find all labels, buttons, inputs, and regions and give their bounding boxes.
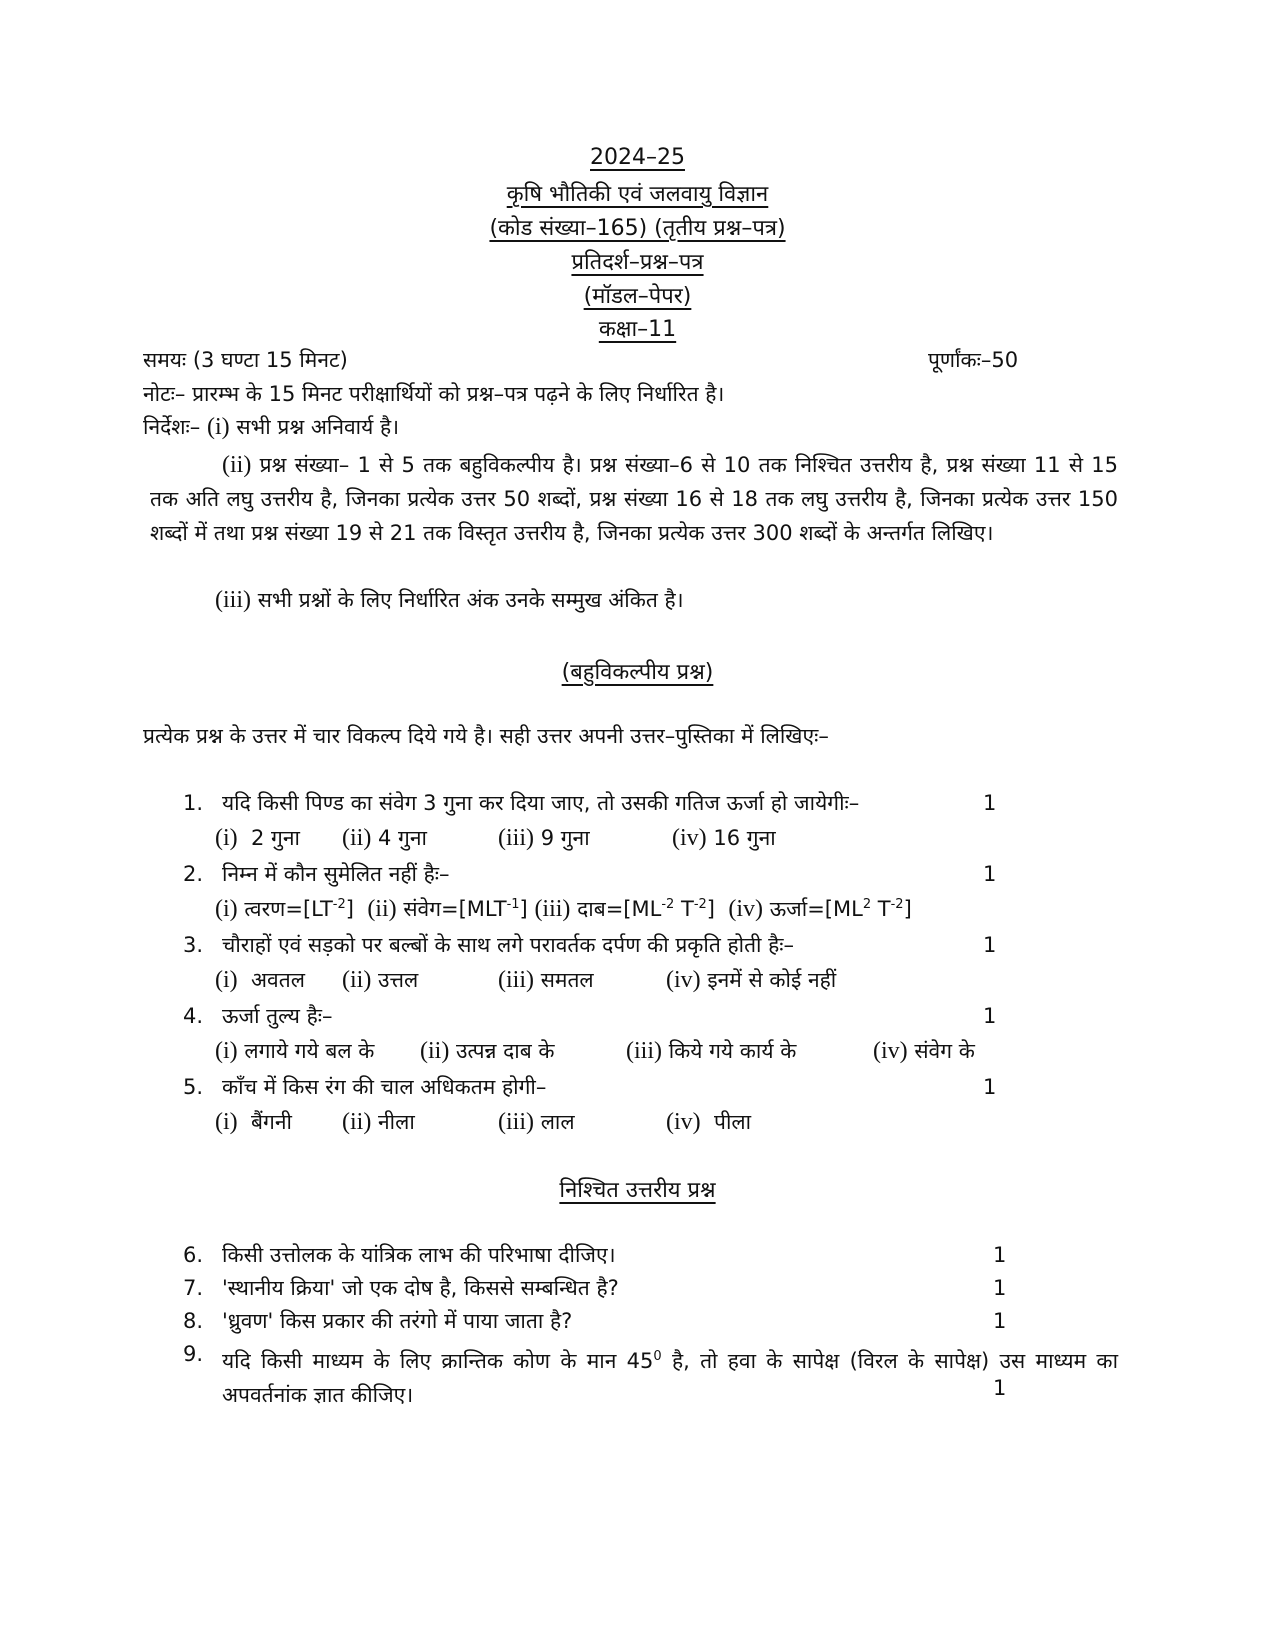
q4-number: 4. [183, 1004, 204, 1028]
q6-marks: 1 [993, 1243, 1007, 1267]
q8-number: 8. [183, 1309, 204, 1333]
instruction-iii-text: सभी प्रश्नों के लिए निर्धारित अंक उनके सम्मुख अंकित है। [257, 588, 684, 612]
q4-option-i: (i) लगाये गये बल के [215, 1038, 375, 1064]
q1-option-ii: (ii) 4 गुना [342, 825, 427, 851]
q2-text: निम्न में कौन सुमेलित नहीं हैः– [222, 862, 450, 886]
instruction-i-text: सभी प्रश्न अनिवार्य है। [236, 415, 400, 439]
q3-option-i: (i) अवतल [215, 967, 305, 993]
q5-text: काँच में किस रंग की चाल अधिकतम होगी– [222, 1075, 547, 1099]
year-heading: 2024–25 [590, 145, 685, 170]
q8-marks: 1 [993, 1309, 1007, 1333]
q4-marks: 1 [983, 1004, 997, 1028]
q1-number: 1. [183, 791, 204, 815]
mcq-intro: प्रत्येक प्रश्न के उत्तर में चार विकल्प दिये गये है। सही उत्तर अपनी उत्तर–पुस्तिका में लिखिएः– [143, 724, 829, 748]
q1-option-iii: (iii) 9 गुना [498, 825, 590, 851]
class-heading: कक्षा–11 [598, 317, 677, 342]
q9-text: यदि किसी माध्यम के लिए क्रान्तिक कोण के मान $45^0$ है, तो हवा के सापेक्ष (विरल के सापेक्ष) उस माध्यम का अपवर्तनांक ज्ञात कीजिए। [222, 1349, 1119, 1407]
q3-text: चौराहों एवं सड़को पर बल्बों के साथ लगे परावर्तक दर्पण की प्रकृति होती हैः– [222, 933, 795, 957]
model-paper-heading: (मॉडल–पेपर) [583, 284, 692, 309]
paper-type-heading: प्रतिदर्श–प्रश्न–पत्र [571, 250, 704, 275]
q4-option-iv: (iv) संवेग के [873, 1038, 975, 1064]
instruction-i-num: (i) [206, 414, 230, 440]
instruction-ii-text: प्रश्न संख्या– 1 से 5 तक बहुविकल्पीय है। प्रश्न संख्या–6 से 10 तक निश्चित उत्तरीय है, प्रश्न संख्या 11 से 15 तक अति लघु उत्तरीय है, जिनका प्रत्येक उत्तर 50 शब्दों, प्रश्न संख्या 16 से 18 तक लघु उत्तरीय है, जिनका प्रत्येक उत्तर 150 शब्दों में तथा प्रश्न संख्या 19 से 21 तक विस्तृत उत्तरीय है, जिनका प्रत्येक उत्तर 300 शब्दों के अन्तर्गत लिखिए। [150, 453, 1118, 545]
mcq-section-title: (बहुविकल्पीय प्रश्न) [561, 660, 714, 685]
q6-number: 6. [183, 1243, 204, 1267]
q3-number: 3. [183, 933, 204, 957]
q7-marks: 1 [993, 1276, 1007, 1300]
q1-option-i: (i) 2 गुना [215, 825, 300, 851]
q5-option-i: (i) बैंगनी [215, 1109, 292, 1135]
q3-option-iii: (iii) समतल [498, 967, 594, 993]
q1-text: यदि किसी पिण्ड का संवेग 3 गुना कर दिया जाए, तो उसकी गतिज ऊर्जा हो जायेगीः– [222, 791, 860, 815]
q2-options: (i) $त्वरण=[LT^{-2}]$ (ii) $संवेग=[MLT^{-1}]$ (iii) $दाब=[ML^{-2}$ $T^{-2}$] (iv) $ऊर्जा=[ML^2$ $T^{-2}$] [215, 896, 912, 922]
q7-text: 'स्थानीय क्रिया' जो एक दोष है, किससे सम्बन्धित है? [222, 1276, 619, 1300]
q5-option-iv: (iv) पीला [666, 1109, 752, 1135]
q1-marks: 1 [983, 791, 997, 815]
max-marks-label: पूर्णांकः–50 [928, 348, 1019, 372]
q7-number: 7. [183, 1276, 204, 1300]
q4-text: ऊर्जा तुल्य हैः– [222, 1004, 333, 1028]
q9-number: 9. [183, 1342, 204, 1366]
q4-option-iii: (iii) किये गये कार्य के [626, 1038, 797, 1064]
q2-marks: 1 [983, 862, 997, 886]
instruction-ii-num: (ii) [222, 452, 252, 478]
q9-marks: 1 [993, 1376, 1007, 1400]
instructions-label: निर्देशः– [143, 415, 201, 439]
q8-text: 'ध्रुवण' किस प्रकार की तरंगो में पाया जाता है? [222, 1309, 573, 1333]
note-text: नोटः– प्रारम्भ के 15 मिनट परीक्षार्थियों को प्रश्न–पत्र पढ़ने के लिए निर्धारित है। [143, 382, 725, 406]
subject-heading: कृषि भौतिकी एवं जलवायु विज्ञान [506, 182, 769, 207]
q2-number: 2. [183, 862, 204, 886]
code-heading: (कोड संख्या–165) (तृतीय प्रश्न–पत्र) [489, 216, 786, 241]
q5-number: 5. [183, 1075, 204, 1099]
q3-option-iv: (iv) इनमें से कोई नहीं [666, 967, 837, 993]
q3-option-ii: (ii) उत्तल [342, 967, 419, 993]
q4-option-ii: (ii) उत्पन्न दाब के [420, 1038, 555, 1064]
time-label: समयः (3 घण्टा 15 मिनट) [143, 348, 348, 372]
q3-marks: 1 [983, 933, 997, 957]
q6-text: किसी उत्तोलक के यांत्रिक लाभ की परिभाषा दीजिए। [222, 1243, 616, 1267]
instruction-iii-num: (iii) [215, 587, 251, 613]
q5-marks: 1 [983, 1075, 997, 1099]
instruction-ii [150, 448, 1118, 550]
instruction-iii [215, 586, 684, 614]
q1-option-iv: (iv) 16 गुना [672, 825, 776, 851]
q5-option-ii: (ii) नीला [342, 1109, 415, 1135]
q5-option-iii: (iii) लाल [498, 1109, 575, 1135]
short-section-title: निश्चित उत्तरीय प्रश्न [559, 1178, 716, 1203]
instruction-i [143, 413, 399, 441]
